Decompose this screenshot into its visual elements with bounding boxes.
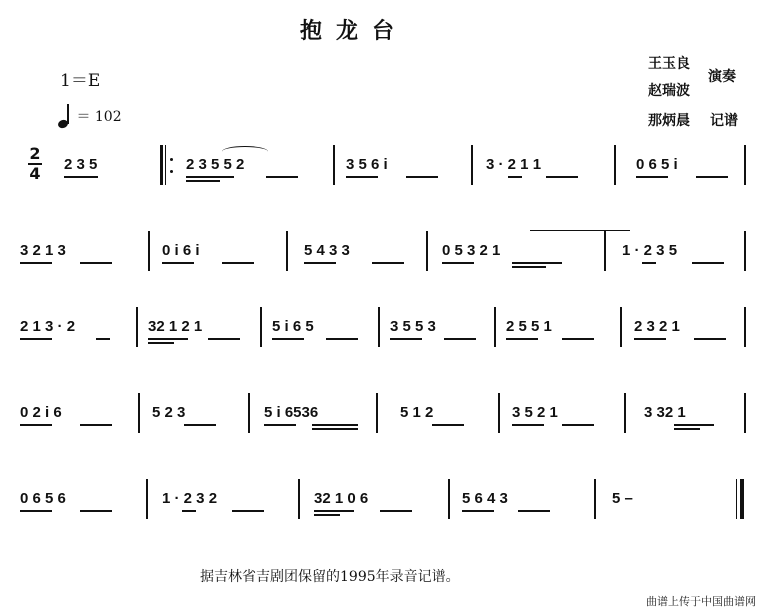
bar-line	[260, 307, 262, 347]
measure: 2 1 3 · 2	[20, 318, 76, 335]
transcriber: 那炳晨	[648, 113, 690, 129]
bar-line	[286, 231, 288, 271]
bar-line	[146, 479, 148, 519]
measure: 3 · 2 1 1	[486, 156, 542, 173]
measure: 32 1 2 1	[148, 318, 203, 335]
performer-2: 赵瑞波	[648, 83, 690, 99]
bar-line	[498, 393, 500, 433]
key-signature: 1＝E	[60, 71, 101, 91]
bar-line	[494, 307, 496, 347]
measure: 1 · 2 3 5	[622, 242, 678, 259]
bar-line	[744, 393, 746, 433]
source-note: 据吉林省吉剧团保留的1995年录音记谱。	[200, 569, 460, 585]
bar-line	[614, 145, 616, 185]
bar-line	[604, 231, 606, 271]
time-signature-top: 2	[29, 144, 41, 163]
score-system-1	[0, 140, 760, 200]
final-bar-thick	[740, 479, 744, 519]
performer-1: 王玉良	[648, 56, 690, 72]
measure: 5 –	[612, 490, 633, 507]
bar-line	[136, 307, 138, 347]
bar-line	[333, 145, 335, 185]
bar-line	[448, 479, 450, 519]
bar-line	[471, 145, 473, 185]
measure: 2 3 5 5 2	[186, 156, 245, 173]
measure: 0 6 5 i	[636, 156, 678, 173]
measure: 5 6 4 3	[462, 490, 508, 507]
transcribe-label: 记谱	[710, 113, 738, 129]
tempo-marking	[58, 106, 122, 128]
measure: 5 2 3	[152, 404, 186, 421]
measure: 2 3 5	[64, 156, 98, 173]
bar-line	[378, 307, 380, 347]
bar-line	[620, 307, 622, 347]
measure: 1 · 2 3 2	[162, 490, 218, 507]
repeat-start-bar	[160, 145, 163, 185]
quarter-note-icon	[58, 106, 72, 128]
measure: 5 1 2	[400, 404, 434, 421]
measure: 5 4 3 3	[304, 242, 350, 259]
measure: 0 5 3 2 1	[442, 242, 501, 259]
bar-line	[376, 393, 378, 433]
measure: 0 6 5 6	[20, 490, 66, 507]
score-system-2	[0, 226, 760, 286]
measure: 5 i 6536	[264, 404, 319, 421]
measure: 3 5 2 1	[512, 404, 558, 421]
score-title: 抱龙台	[300, 19, 409, 44]
measure: 3 2 1 3	[20, 242, 66, 259]
bar-line	[744, 231, 746, 271]
watermark: 曲谱上传于中国曲谱网	[646, 595, 756, 608]
measure: 3 32 1	[644, 404, 686, 421]
bar-line	[594, 479, 596, 519]
measure: 32 1 0 6	[314, 490, 369, 507]
bar-line	[744, 145, 746, 185]
bar-line	[426, 231, 428, 271]
measure: 0 2 i 6	[20, 404, 62, 421]
bar-line	[744, 307, 746, 347]
measure: 2 5 5 1	[506, 318, 552, 335]
time-signature-bottom: 4	[29, 164, 41, 183]
time-signature	[28, 146, 42, 182]
measure: 3 5 6 i	[346, 156, 388, 173]
bar-line	[298, 479, 300, 519]
tempo-value: ＝ 102	[76, 109, 122, 125]
score-system-3	[0, 302, 760, 362]
bar-line	[148, 231, 150, 271]
measure: 3 5 5 3	[390, 318, 436, 335]
score-system-5	[0, 474, 760, 534]
perform-label: 演奏	[708, 69, 736, 85]
bar-line	[248, 393, 250, 433]
measure: 0 i 6 i	[162, 242, 200, 259]
measure: 5 i 6 5	[272, 318, 314, 335]
measure: 2 3 2 1	[634, 318, 680, 335]
score-system-4	[0, 388, 760, 448]
bar-line	[624, 393, 626, 433]
final-bar-thin	[736, 479, 737, 519]
bar-line	[138, 393, 140, 433]
